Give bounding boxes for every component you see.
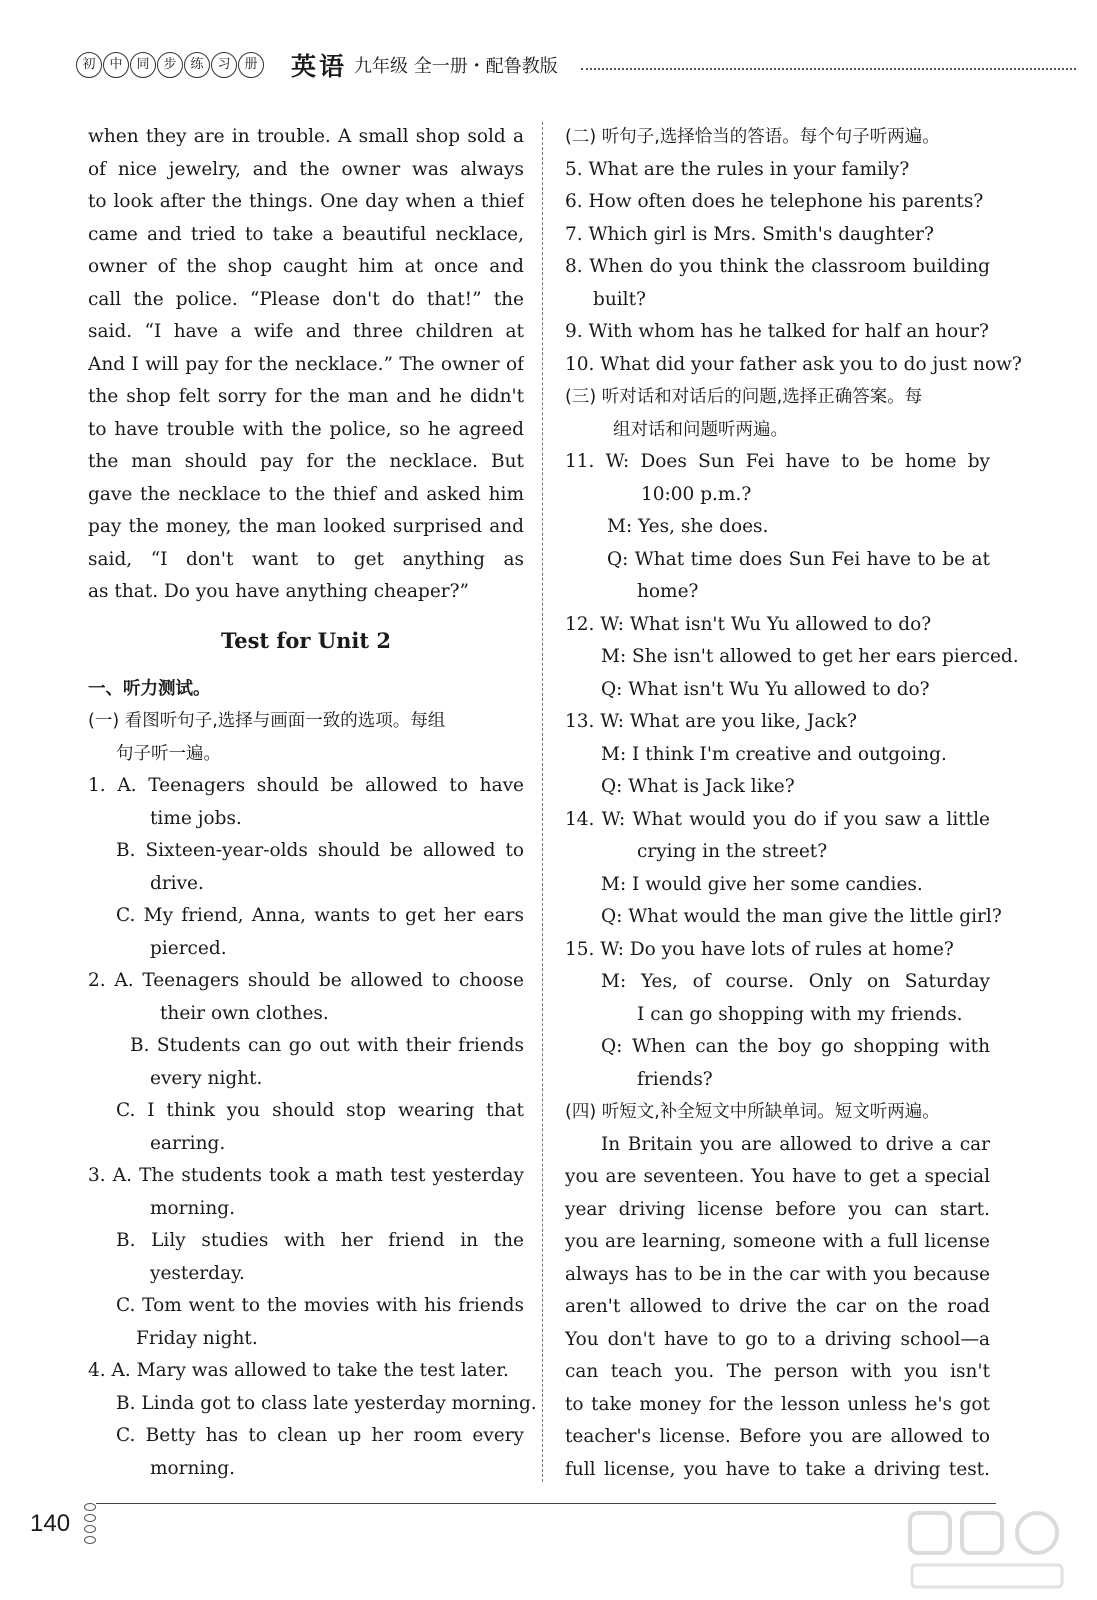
question-line: every night.	[150, 1067, 263, 1089]
subject-title: 英语	[291, 52, 348, 81]
passage-line: to look after the things. One day when a thief	[88, 191, 524, 212]
dialogue-line: I can go shopping with my friends.	[637, 1003, 963, 1025]
question-line: C. Betty has to clean up her room every	[116, 1425, 524, 1446]
series-char: 同	[130, 52, 156, 78]
passage-line: you are seventeen. You have to get a special	[565, 1166, 990, 1187]
part3-items	[565, 446, 1019, 1096]
passage-line: as that. Do you have anything cheaper?”	[88, 581, 470, 602]
passage-line: came and tried to take a beautiful necklace,	[88, 223, 524, 245]
part4-passage	[565, 1129, 990, 1487]
part1-heading: (一) 看图听句子,选择与画面一致的选项。每组	[88, 711, 446, 731]
dialogue-line: Q: When can the boy go shopping with	[601, 1036, 990, 1057]
dialogue-line: 12. W: What isn't Wu Yu allowed to do?	[565, 613, 932, 635]
watermark-logo-icon	[902, 1505, 1077, 1593]
question-line: 2. A. Teenagers should be allowed to choose	[88, 970, 524, 991]
dialogue-line: friends?	[637, 1068, 713, 1090]
series-title	[76, 52, 264, 78]
dialogue-line: M: I would give her some candies.	[601, 873, 923, 895]
passage-line: always has to be in the car with you because	[565, 1263, 990, 1285]
question-line: 4. A. Mary was allowed to take the test later.	[88, 1360, 509, 1381]
story-passage	[88, 121, 524, 609]
section-heading: 一、听力测试。	[88, 678, 211, 699]
page-header	[76, 50, 1076, 86]
question-line: C. My friend, Anna, wants to get her ears	[116, 905, 524, 926]
passage-line: In Britain you are allowed to drive a car	[601, 1133, 990, 1155]
dialogue-line: M: She isn't allowed to get her ears pierced.	[601, 646, 1019, 667]
passage-line: to have trouble with the police, so he agreed	[88, 418, 524, 440]
part3-heading-cont: 组对话和问题听两遍。	[613, 419, 788, 440]
series-char: 中	[103, 52, 129, 78]
passage-line: the man should pay for the necklace. But	[88, 451, 524, 472]
question-line: 7. Which girl is Mrs. Smith's daughter?	[565, 223, 934, 245]
question-line: morning.	[150, 1197, 235, 1219]
question-line: 3. A. The students took a math test yesterday	[88, 1165, 524, 1186]
question-line: B. Students can go out with their friends	[130, 1035, 524, 1056]
dialogue-line: 11. W: Does Sun Fei have to be home by	[565, 451, 990, 472]
header-dotted-rule	[581, 68, 1076, 70]
dialogue-line: Q: What is Jack like?	[601, 776, 795, 797]
part4-heading: (四) 听短文,补全短文中所缺单词。短文听两遍。	[565, 1102, 940, 1122]
passage-line: full license, you have to take a driving test.	[565, 1458, 990, 1480]
question-line: yesterday.	[150, 1262, 245, 1284]
dialogue-line: 14. W: What would you do if you saw a little	[565, 808, 990, 830]
left-column	[88, 121, 537, 1485]
footer-rule	[96, 1503, 996, 1504]
passage-line: to take money for the lesson unless he's got	[565, 1393, 990, 1415]
passage-line: pay the money, the man looked surprised and	[88, 516, 524, 537]
passage-line: teacher's license. Before you are allowed to	[565, 1426, 990, 1447]
footer-ornament	[82, 1500, 98, 1560]
question-line: 8. When do you think the classroom building	[565, 256, 990, 277]
question-line: B. Lily studies with her friend in the	[116, 1230, 524, 1251]
passage-line: when they are in trouble. A small shop sold a	[88, 126, 524, 147]
question-line: time jobs.	[150, 807, 242, 829]
question-line: C. I think you should stop wearing that	[116, 1100, 524, 1121]
edition-label: 九年级 全一册・配鲁教版	[354, 56, 558, 77]
question-line: morning.	[150, 1457, 235, 1479]
part1-items	[88, 770, 537, 1485]
dialogue-line: Q: What isn't Wu Yu allowed to do?	[601, 678, 930, 700]
passage-line: said, “I don't want to get anything as	[88, 548, 524, 570]
passage-line: said. “I have a wife and three children at	[88, 321, 524, 342]
series-char: 册	[238, 52, 264, 78]
series-char: 练	[184, 52, 210, 78]
dialogue-line: 13. W: What are you like, Jack?	[565, 711, 857, 732]
passage-line: gave the necklace to the thief and asked him	[88, 483, 524, 505]
series-char: 步	[157, 52, 183, 78]
column-divider	[542, 122, 543, 1482]
dialogue-line: 10:00 p.m.?	[641, 483, 752, 505]
passage-line: of nice jewelry, and the owner was always	[88, 158, 524, 180]
question-line: 10. What did your father ask you to do just now?	[565, 353, 1022, 375]
passage-line: can teach you. The person with you isn't	[565, 1361, 990, 1382]
question-line: their own clothes.	[160, 1002, 329, 1024]
question-line: Friday night.	[136, 1327, 258, 1349]
dialogue-line: Q: What would the man give the little girl?	[601, 906, 1002, 927]
passage-line: the shop felt sorry for the man and he didn't	[88, 386, 524, 407]
part2-items	[565, 154, 1022, 382]
passage-line: You don't have to go to a driving school—a	[565, 1328, 990, 1350]
series-char: 习	[211, 52, 237, 78]
passage-line: you are learning, someone with a full license	[565, 1231, 990, 1252]
dialogue-line: M: I think I'm creative and outgoing.	[601, 743, 947, 765]
question-line: 9. With whom has he talked for half an hour?	[565, 321, 989, 342]
question-line: B. Sixteen-year-olds should be allowed to	[116, 840, 524, 861]
test-title: Test for Unit 2	[220, 627, 391, 653]
dialogue-line: crying in the street?	[637, 841, 828, 862]
passage-line: call the police. “Please don't do that!” the	[88, 288, 524, 310]
question-line: built?	[593, 288, 646, 310]
page-number: 140	[30, 1510, 71, 1537]
right-column	[565, 121, 1022, 1486]
question-line: C. Tom went to the movies with his friends	[116, 1295, 524, 1316]
question-line: earring.	[150, 1132, 226, 1154]
dialogue-line: Q: What time does Sun Fei have to be at	[607, 548, 990, 570]
question-line: B. Linda got to class late yesterday morning.	[116, 1392, 537, 1414]
question-line: 1. A. Teenagers should be allowed to have	[88, 775, 524, 796]
dialogue-line: M: Yes, she does.	[607, 516, 769, 537]
series-char: 初	[76, 52, 102, 78]
dialogue-line: home?	[637, 581, 699, 602]
question-line: 5. What are the rules in your family?	[565, 158, 910, 180]
dialogue-line: 15. W: Do you have lots of rules at home?	[565, 938, 954, 960]
dialogue-line: M: Yes, of course. Only on Saturday	[601, 971, 990, 992]
question-line: 6. How often does he telephone his parents?	[565, 191, 984, 212]
question-line: drive.	[150, 872, 204, 894]
passage-line: owner of the shop caught him at once and	[88, 256, 524, 277]
passage-line: aren't allowed to drive the car on the road	[565, 1296, 990, 1317]
passage-line: And I will pay for the necklace.” The owner of	[88, 353, 524, 375]
part2-heading: (二) 听句子,选择恰当的答语。每个句子听两遍。	[565, 127, 940, 147]
passage-line: year driving license before you can start.	[565, 1198, 990, 1220]
question-line: pierced.	[150, 937, 227, 959]
part1-heading-cont: 句子听一遍。	[116, 743, 221, 764]
part3-heading: (三) 听对话和对话后的问题,选择正确答案。每	[565, 387, 923, 407]
